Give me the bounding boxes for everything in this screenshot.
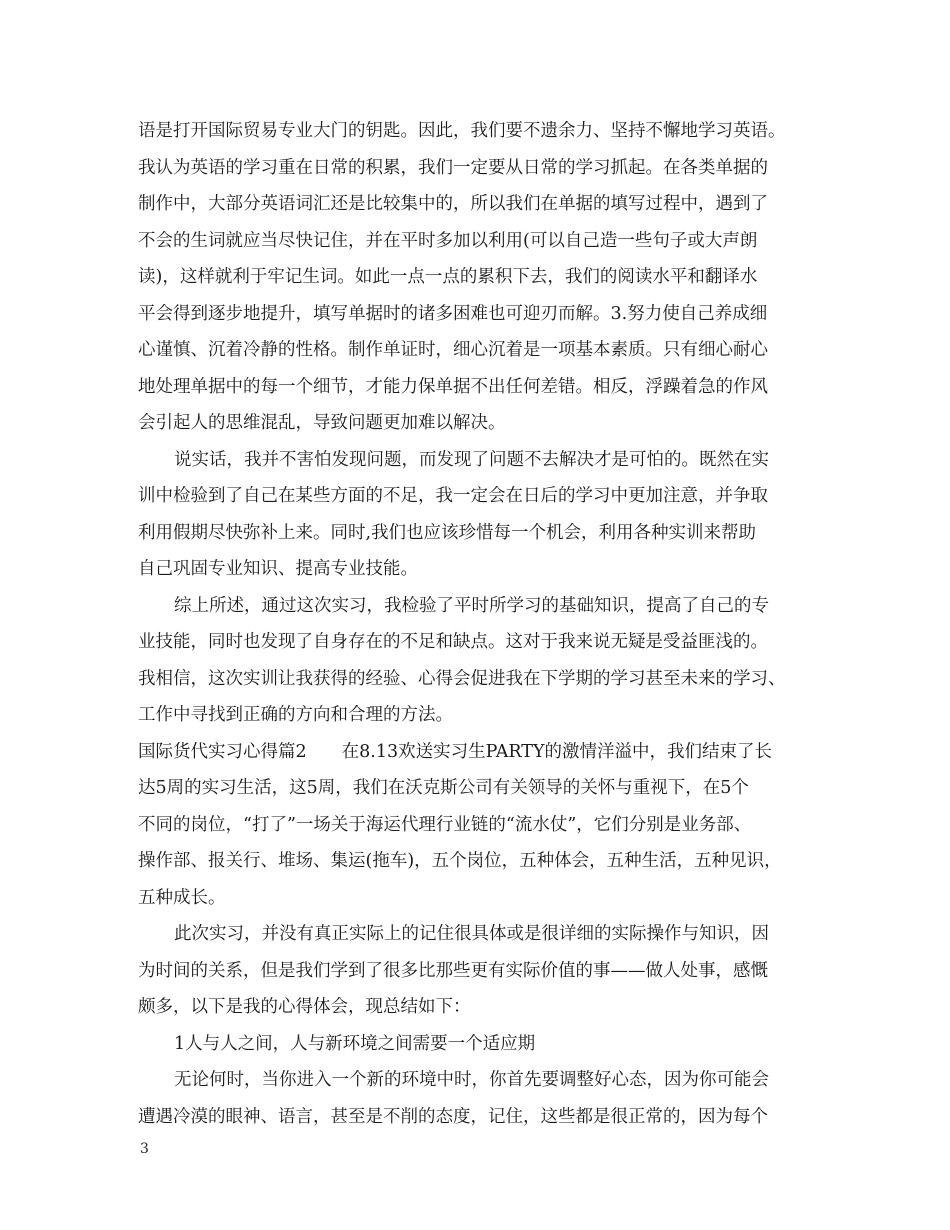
text-line: 训中检验到了自己在某些方面的不足，我一定会在日后的学习中更加注意，并争取 xyxy=(138,486,768,506)
page-number: 3 xyxy=(140,1141,149,1157)
text-line: 综上所述，通过这次实习，我检验了平时所学习的基础知识，提高了自己的专 xyxy=(174,595,769,616)
text-line: 达5周的实习生活，这5周，我们在沃克斯公司有关领导的关怀与重视下，在5个 xyxy=(138,778,749,798)
text-line: 制作中，大部分英语词汇还是比较集中的，所以我们在单据的填写过程中，遇到了 xyxy=(138,194,768,214)
text-line: 心谨慎、沉着冷静的性格。制作单证时，细心沉着是一项基本素质。只有细心耐心 xyxy=(138,340,768,360)
text-line: 业技能，同时也发现了自身存在的不足和缺点。这对于我来说无疑是受益匪浅的。 xyxy=(138,632,768,652)
text-line: 我认为英语的学习重在日常的积累，我们一定要从日常的学习抓起。在各类单据的 xyxy=(138,157,768,178)
text-line: 此次实习，并没有真正实际上的记住很具体或是很详细的实际操作与知识，因 xyxy=(174,924,769,944)
body-text xyxy=(138,113,828,1135)
text-line: 自己巩固专业知识、提高专业技能。 xyxy=(138,559,418,579)
text-line: 我相信，这次实训让我获得的经验、心得会促进我在下学期的学习甚至未来的学习、 xyxy=(138,668,786,689)
text-line: 操作部、报关行、堆场、集运(拖车)，五个岗位，五种体会，五种生活，五种见识， xyxy=(138,851,782,871)
text-line: 地处理单据中的每一个细节，才能力保单据不出任何差错。相反，浮躁着急的作风 xyxy=(138,376,768,397)
text-line: 会引起人的思维混乱，导致问题更加难以解决。 xyxy=(138,413,506,433)
text-line: 读)，这样就利于牢记生词。如此一点一点的累积下去，我们的阅读水平和翻译水 xyxy=(138,267,758,287)
text-line: 不同的岗位，“打了”一场关于海运代理行业链的“流水仗”，它们分别是业务部、 xyxy=(138,814,752,835)
text-line: 遭遇冷漠的眼神、语言，甚至是不削的态度，记住，这些都是很正常的，因为每个 xyxy=(138,1106,768,1127)
text-line: 为时间的关系，但是我们学到了很多比那些更有实际价值的事——做人处事，感慨 xyxy=(138,960,768,981)
text-line: 五种成长。 xyxy=(138,887,226,908)
text-line: 无论何时，当你进入一个新的环境中时，你首先要调整好心态，因为你可能会 xyxy=(174,1070,769,1090)
text-line: 平会得到逐步地提升，填写单据时的诸多困难也可迎刃而解。3.努力使自己养成细 xyxy=(138,303,768,324)
text-line: 国际货代实习心得篇2 在8.13欢送实习生PARTY的激情洋溢中，我们结束了长 xyxy=(138,741,772,762)
text-line: 1人与人之间，人与新环境之间需要一个适应期 xyxy=(174,1033,536,1054)
text-line: 颇多，以下是我的心得体会，现总结如下： xyxy=(138,997,471,1017)
text-line: 工作中寻找到正确的方向和合理的方法。 xyxy=(138,705,453,725)
text-line: 语是打开国际贸易专业大门的钥匙。因此，我们要不遗余力、坚持不懈地学习英语。 xyxy=(138,121,786,141)
text-line: 说实话，我并不害怕发现问题，而发现了问题不去解决才是可怕的。既然在实 xyxy=(174,449,769,470)
text-line: 不会的生词就应当尽快记住，并在平时多加以利用(可以自己造一些句子或大声朗 xyxy=(138,230,758,251)
text-line: 利用假期尽快弥补上来。同时,我们也应该珍惜每一个机会，利用各种实训来帮助 xyxy=(138,522,757,543)
